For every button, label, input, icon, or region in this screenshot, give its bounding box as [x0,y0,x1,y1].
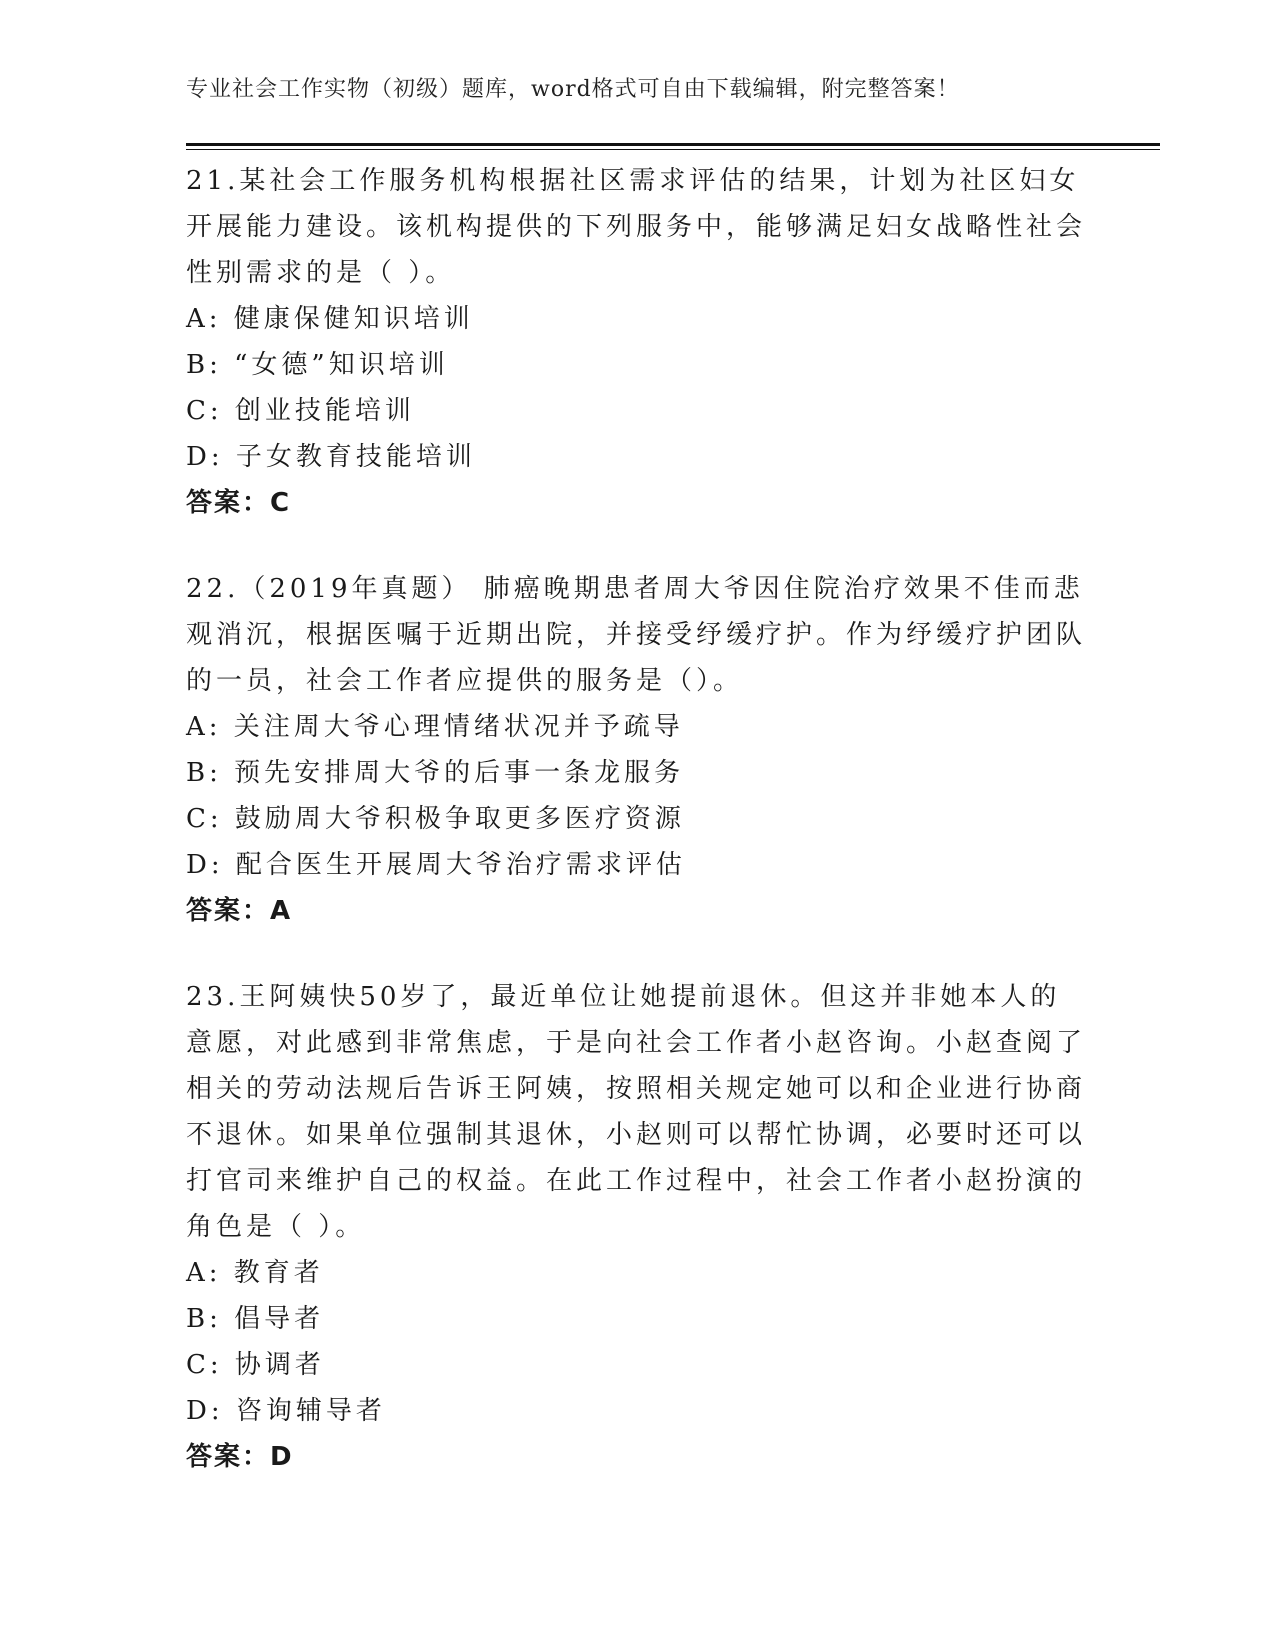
question-stem: 21.某社会工作服务机构根据社区需求评估的结果，计划为社区妇女开展能力建设。该机构提供的下列服务中，能够满足妇女战略性社会性别需求的是（ ）。 [186,166,1087,288]
option-b: B: 预先安排周大爷的后事一条龙服务 [186,758,685,788]
header-divider [186,143,1160,146]
question-21 [186,158,1086,526]
question-list [186,158,1086,1520]
option-a: A: 关注周大爷心理情绪状况并予疏导 [186,712,684,742]
question-stem: 22.（2019年真题） 肺癌晚期患者周大爷因住院治疗效果不佳而悲观消沉，根据医嘱于近期出院，并接受纾缓疗护。作为纾缓疗护团队的一员，社会工作者应提供的服务是（）。 [186,574,1087,696]
option-a: A: 健康保健知识培训 [186,304,474,334]
question-23 [186,974,1086,1480]
question-stem: 23.王阿姨快50岁了，最近单位让她提前退休。但这并非她本人的意愿，对此感到非常焦虑，于是向社会工作者小赵咨询。小赵查阅了相关的劳动法规后告诉王阿姨，按照相关规定她可以和企业进行协商不退休。如果单位强制其退休，小赵则可以帮忙协调，必要时还可以打官司来维护自己的权益。在此工作过程中，社会工作者小赵扮演的角色是（ ）。 [186,982,1087,1242]
option-d: D: 子女教育技能培训 [186,442,476,472]
option-a: A: 教育者 [186,1258,324,1288]
answer: 答案：A [186,896,293,926]
answer: 答案：D [186,1442,294,1472]
option-d: D: 配合医生开展周大爷治疗需求评估 [186,850,686,880]
page-header: 专业社会工作实物（初级）题库，word格式可自由下载编辑，附完整答案！ [186,77,960,102]
option-d: D: 咨询辅导者 [186,1396,386,1426]
option-c: C: 创业技能培训 [186,396,415,426]
option-c: C: 协调者 [186,1350,325,1380]
option-c: C: 鼓励周大爷积极争取更多医疗资源 [186,804,685,834]
option-b: B: 倡导者 [186,1304,325,1334]
option-b: B: “女德”知识培训 [186,350,449,380]
question-22 [186,566,1086,934]
answer: 答案：C [186,488,292,518]
